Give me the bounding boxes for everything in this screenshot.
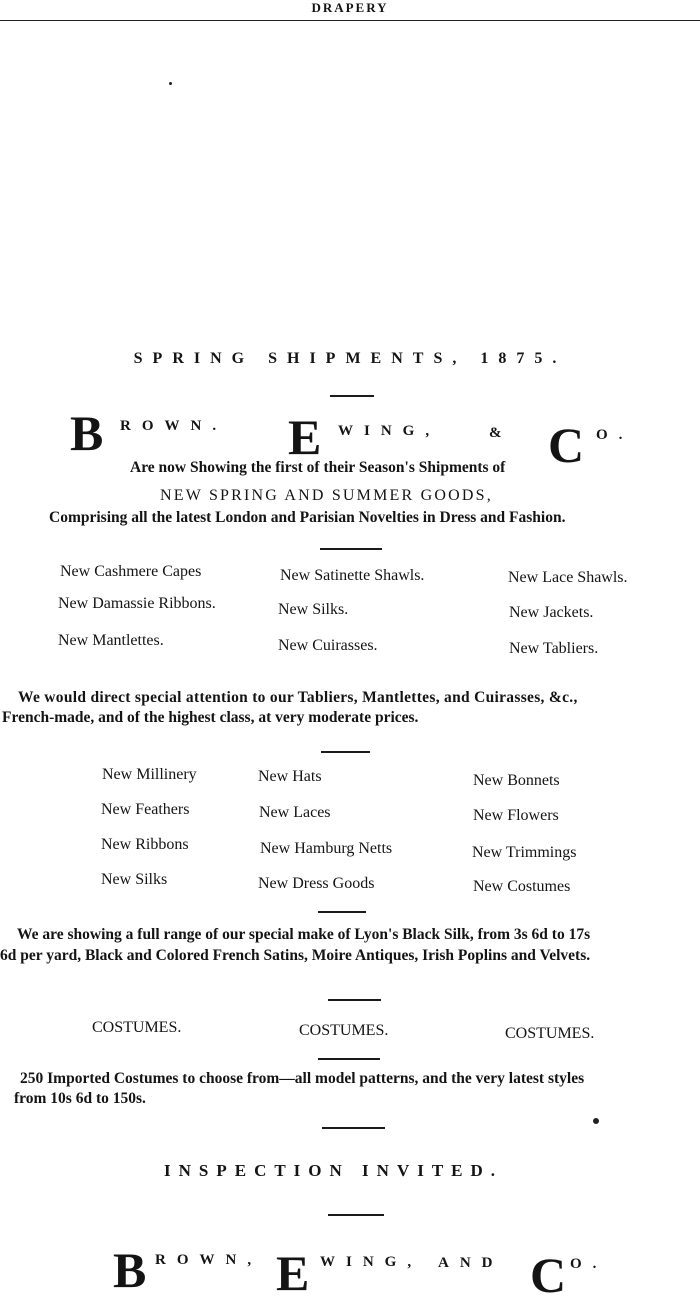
- firm-initial-e: E: [276, 1245, 310, 1301]
- list-item: New Jackets.: [509, 604, 594, 621]
- list-item: New Laces: [259, 804, 331, 821]
- divider: [320, 548, 382, 550]
- list-item: New Silks.: [278, 601, 349, 618]
- intro-line-2: NEW SPRING AND SUMMER GOODS,: [160, 487, 493, 504]
- list-item: New Silks: [101, 871, 168, 888]
- stray-speck: [593, 1118, 599, 1124]
- firm-initial-e: E: [288, 409, 322, 465]
- list-item: New Ribbons: [101, 836, 189, 853]
- silk-line-2: 6d per yard, Black and Colored French Satins, Moire Antiques, Irish Poplins and Velvets.: [0, 947, 591, 964]
- list-item: New Cashmere Capes: [60, 563, 202, 580]
- divider: [322, 1127, 385, 1129]
- costumes-label: COSTUMES.: [299, 1022, 389, 1039]
- imported-line-2: from 10s 6d to 150s.: [14, 1090, 146, 1107]
- list-item: New Trimmings: [472, 844, 577, 861]
- firm-ampersand: &: [489, 425, 502, 441]
- section-header: DRAPERY: [311, 0, 389, 15]
- imported-line-1: 250 Imported Costumes to choose from—all model patterns, and the very latest styles: [20, 1070, 585, 1087]
- firm-initial-b: B: [113, 1242, 147, 1298]
- list-item: New Flowers: [473, 807, 559, 824]
- intro-line-1: Are now Showing the first of their Season's Shipments of: [130, 459, 506, 476]
- divider: [328, 999, 381, 1001]
- silk-line-1: We are showing a full range of our special make of Lyon's Black Silk, from 3s 6d to 17s: [17, 926, 591, 943]
- firm-initial-c: C: [530, 1247, 567, 1303]
- firm-name-o: O.: [596, 427, 634, 443]
- list-item: New Hats: [258, 768, 322, 785]
- divider: [328, 1214, 384, 1216]
- list-item: New Feathers: [101, 801, 190, 818]
- list-item: New Lace Shawls.: [508, 569, 628, 586]
- firm-initial-b: B: [70, 405, 104, 461]
- list-item: New Dress Goods: [258, 875, 375, 892]
- firm-initial-c: C: [548, 417, 585, 473]
- firm-and: AND: [438, 1255, 504, 1271]
- firm-name-wing: WING,: [338, 423, 441, 439]
- firm-name-o: O.: [570, 1256, 608, 1272]
- stray-speck: [169, 82, 172, 85]
- attention-line-1: We would direct special attention to our Tabliers, Mantlettes, and Cuirasses, &c.,: [18, 689, 578, 706]
- intro-line-3: Comprising all the latest London and Parisian Novelties in Dress and Fashion.: [49, 509, 566, 526]
- list-item: New Bonnets: [473, 772, 560, 789]
- list-item: New Millinery: [102, 766, 197, 783]
- divider: [318, 1058, 380, 1060]
- list-item: New Cuirasses.: [278, 637, 378, 654]
- list-item: New Costumes: [473, 878, 571, 895]
- firm-name-rown: ROWN.: [120, 418, 228, 434]
- divider: [321, 751, 370, 753]
- shipments-title: SPRING SHIPMENTS, 1875.: [133, 350, 567, 367]
- divider: [318, 911, 366, 913]
- costumes-label: COSTUMES.: [92, 1019, 182, 1036]
- attention-line-2: French-made, and of the highest class, at very moderate prices.: [2, 709, 419, 726]
- list-item: New Hamburg Netts: [260, 840, 393, 857]
- costumes-label: COSTUMES.: [505, 1025, 595, 1042]
- list-item: New Mantlettes.: [58, 632, 164, 649]
- divider: [330, 395, 374, 397]
- firm-name-wing: WING,: [320, 1254, 423, 1270]
- list-item: New Tabliers.: [509, 640, 599, 657]
- firm-name-rown: ROWN,: [155, 1252, 263, 1268]
- header-rule: [0, 20, 700, 21]
- list-item: New Satinette Shawls.: [280, 567, 425, 584]
- inspection-notice: INSPECTION INVITED.: [164, 1161, 504, 1180]
- list-item: New Damassie Ribbons.: [58, 595, 216, 612]
